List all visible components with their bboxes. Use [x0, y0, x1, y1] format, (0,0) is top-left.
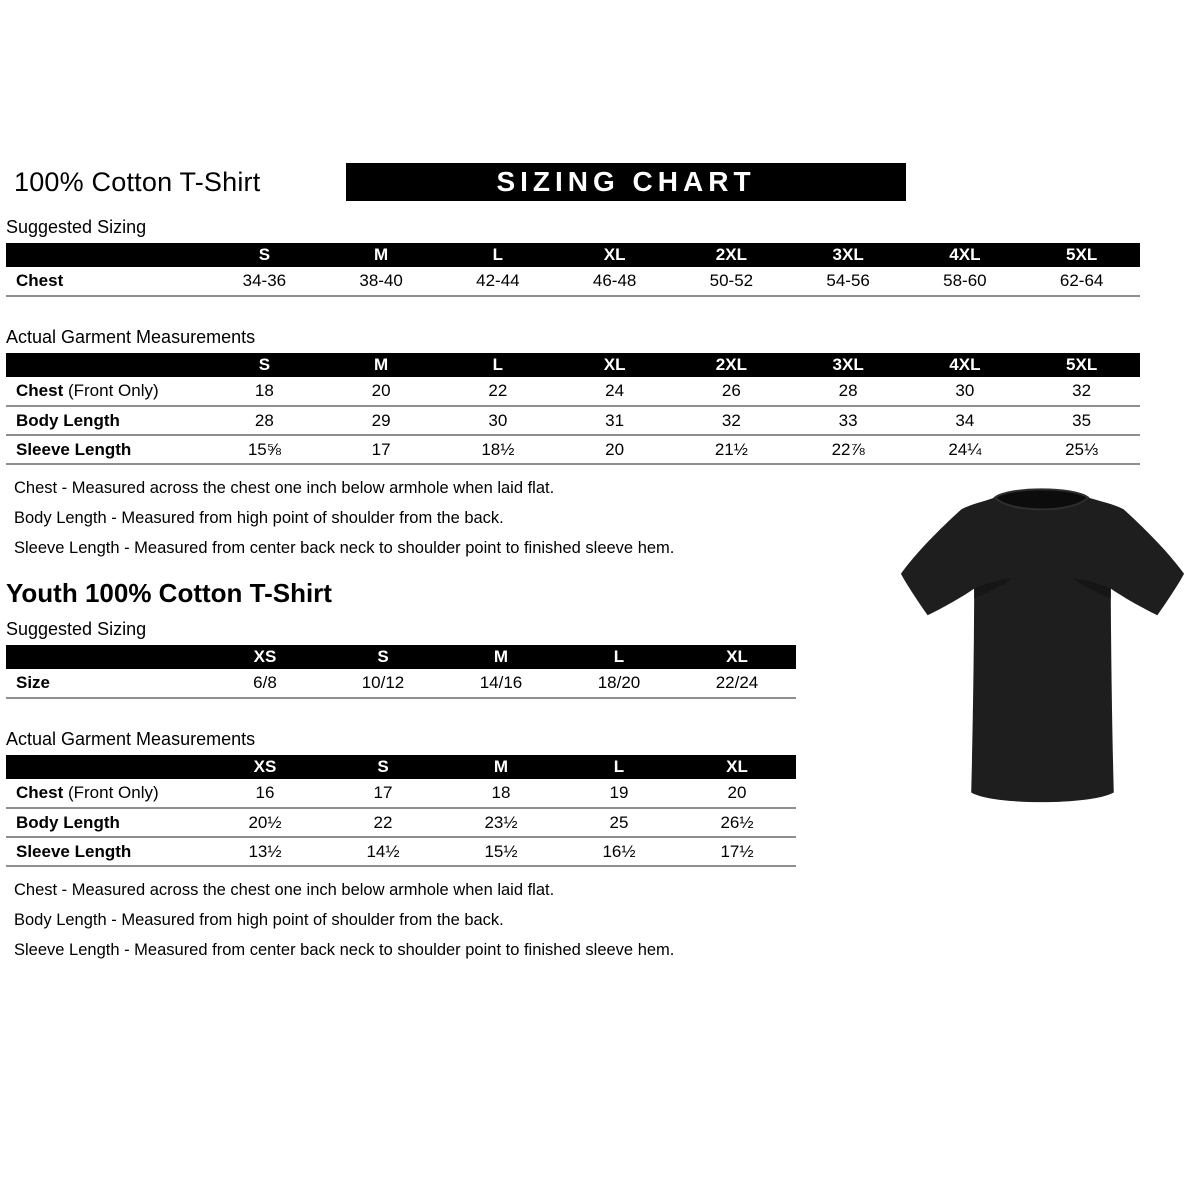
table-cell: 14½: [324, 837, 442, 866]
row-label-text: Size: [16, 673, 51, 692]
row-label: [6, 267, 206, 296]
table-cell: 20½: [206, 808, 324, 837]
table-cell: 32: [1023, 377, 1140, 406]
table-cell: 24: [556, 377, 673, 406]
size-header: 4XL: [907, 243, 1024, 267]
table-cell: 30: [440, 406, 557, 435]
table-row: [6, 808, 796, 837]
table-row: [6, 406, 1140, 435]
size-header: XL: [678, 645, 796, 669]
table-cell: 22: [440, 377, 557, 406]
table-cell: 19: [560, 779, 678, 808]
table-cell: 58-60: [907, 267, 1024, 296]
note-sleeve-length: Sleeve Length - Measured from center back neck to shoulder point to finished sleeve hem.: [14, 941, 675, 959]
table-cell: 20: [323, 377, 440, 406]
page-title: 100% Cotton T-Shirt: [14, 167, 261, 197]
size-header: M: [323, 353, 440, 377]
table-cell: 22/24: [678, 669, 796, 698]
table-cell: 28: [206, 406, 323, 435]
size-header: L: [560, 755, 678, 779]
table-header-empty-cell: [6, 645, 206, 669]
table-header-row: [6, 755, 796, 779]
table-cell: 38-40: [323, 267, 440, 296]
row-label-text: Sleeve Length: [16, 841, 132, 861]
table-header-empty-cell: [6, 243, 206, 267]
table-cell: 21½: [673, 435, 790, 464]
row-label: [6, 669, 206, 698]
table-cell: 35: [1023, 406, 1140, 435]
row-label: [6, 435, 206, 464]
youth-suggested-sizing-table: [6, 645, 796, 699]
row-label-text: Chest: [16, 271, 64, 290]
note-sleeve-length: Sleeve Length - Measured from center back neck to shoulder point to finished sleeve hem.: [14, 539, 675, 557]
table-cell: 31: [556, 406, 673, 435]
row-label-text: Body Length: [16, 812, 120, 832]
table-row: [6, 435, 1140, 464]
size-header: M: [442, 755, 560, 779]
table-header-row: [6, 243, 1140, 267]
youth-suggested-sizing-label: Suggested Sizing: [6, 619, 147, 639]
youth-actual-measurements-table: [6, 755, 796, 867]
size-header: XS: [206, 755, 324, 779]
row-label-text: Chest: [16, 783, 64, 802]
youth-measurement-notes: [14, 881, 1200, 960]
size-header: 5XL: [1023, 353, 1140, 377]
size-header: XL: [556, 243, 673, 267]
adult-suggested-sizing-table: [6, 243, 1140, 297]
table-cell: 33: [790, 406, 907, 435]
table-cell: 46-48: [556, 267, 673, 296]
table-cell: 10/12: [324, 669, 442, 698]
table-cell: 34-36: [206, 267, 323, 296]
row-label: [6, 808, 206, 837]
table-cell: 18: [442, 779, 560, 808]
note-chest: Chest - Measured across the chest one inch below armhole when laid flat.: [14, 881, 555, 899]
table-row: [6, 669, 796, 698]
row-label: [6, 406, 206, 435]
table-cell: 20: [556, 435, 673, 464]
table-cell: 18: [206, 377, 323, 406]
table-cell: 14/16: [442, 669, 560, 698]
table-cell: 20: [678, 779, 796, 808]
adult-actual-measurements-table: [6, 353, 1140, 465]
youth-section-title: Youth 100% Cotton T-Shirt: [6, 578, 332, 608]
row-label-suffix: (Front Only): [63, 783, 159, 802]
size-header: L: [440, 243, 557, 267]
table-cell: 50-52: [673, 267, 790, 296]
row-label-suffix: (Front Only): [63, 381, 159, 400]
tshirt-body: [901, 489, 1184, 802]
size-header: S: [324, 645, 442, 669]
note-body-length: Body Length - Measured from high point of shoulder from the back.: [14, 509, 504, 527]
size-header: XL: [556, 353, 673, 377]
table-header-row: [6, 645, 796, 669]
table-cell: 17: [324, 779, 442, 808]
size-header: 2XL: [673, 353, 790, 377]
table-cell: 26½: [678, 808, 796, 837]
row-label-text: Chest: [16, 381, 64, 400]
size-header: S: [206, 353, 323, 377]
table-cell: 54-56: [790, 267, 907, 296]
table-cell: 18½: [440, 435, 557, 464]
table-cell: 6/8: [206, 669, 324, 698]
table-cell: 18/20: [560, 669, 678, 698]
black-tshirt-graphic: [893, 474, 1190, 818]
size-header: 2XL: [673, 243, 790, 267]
table-cell: 30: [907, 377, 1024, 406]
note-chest: Chest - Measured across the chest one inch below armhole when laid flat.: [14, 479, 555, 497]
row-label: [6, 779, 206, 808]
table-cell: 29: [323, 406, 440, 435]
row-label: [6, 837, 206, 866]
table-row: [6, 267, 1140, 296]
table-header-empty-cell: [6, 353, 206, 377]
size-header: M: [442, 645, 560, 669]
table-cell: 32: [673, 406, 790, 435]
size-header: L: [560, 645, 678, 669]
table-header-empty-cell: [6, 755, 206, 779]
table-cell: 13½: [206, 837, 324, 866]
table-cell: 28: [790, 377, 907, 406]
size-header: L: [440, 353, 557, 377]
size-header: M: [323, 243, 440, 267]
adult-actual-measurements-label: Actual Garment Measurements: [6, 327, 256, 347]
table-cell: 25: [560, 808, 678, 837]
table-cell: 34: [907, 406, 1024, 435]
row-label: [6, 377, 206, 406]
row-label-text: Body Length: [16, 410, 120, 430]
table-cell: 16½: [560, 837, 678, 866]
table-row: [6, 377, 1140, 406]
table-cell: 25⅓: [1023, 435, 1140, 464]
table-cell: 16: [206, 779, 324, 808]
size-header: 3XL: [790, 353, 907, 377]
size-header: 3XL: [790, 243, 907, 267]
adult-suggested-sizing-label: Suggested Sizing: [6, 217, 147, 237]
size-header: 5XL: [1023, 243, 1140, 267]
table-cell: 17½: [678, 837, 796, 866]
table-row: [6, 779, 796, 808]
table-cell: 24¼: [907, 435, 1024, 464]
size-header: XS: [206, 645, 324, 669]
table-cell: 42-44: [440, 267, 557, 296]
size-header: S: [324, 755, 442, 779]
row-label-text: Sleeve Length: [16, 439, 132, 459]
size-header: XL: [678, 755, 796, 779]
table-cell: 26: [673, 377, 790, 406]
youth-actual-measurements-label: Actual Garment Measurements: [6, 729, 256, 749]
table-cell: 22: [324, 808, 442, 837]
table-cell: 15½: [442, 837, 560, 866]
page-header: [0, 163, 1200, 207]
size-header: 4XL: [907, 353, 1024, 377]
size-header: S: [206, 243, 323, 267]
table-cell: 15⅝: [206, 435, 323, 464]
table-cell: 23½: [442, 808, 560, 837]
table-cell: 22⅞: [790, 435, 907, 464]
tshirt-image: [893, 474, 1190, 818]
table-cell: 62-64: [1023, 267, 1140, 296]
sizing-chart-banner: SIZING CHART: [346, 163, 906, 201]
note-body-length: Body Length - Measured from high point of shoulder from the back.: [14, 911, 504, 929]
table-cell: 17: [323, 435, 440, 464]
table-row: [6, 837, 796, 866]
table-header-row: [6, 353, 1140, 377]
